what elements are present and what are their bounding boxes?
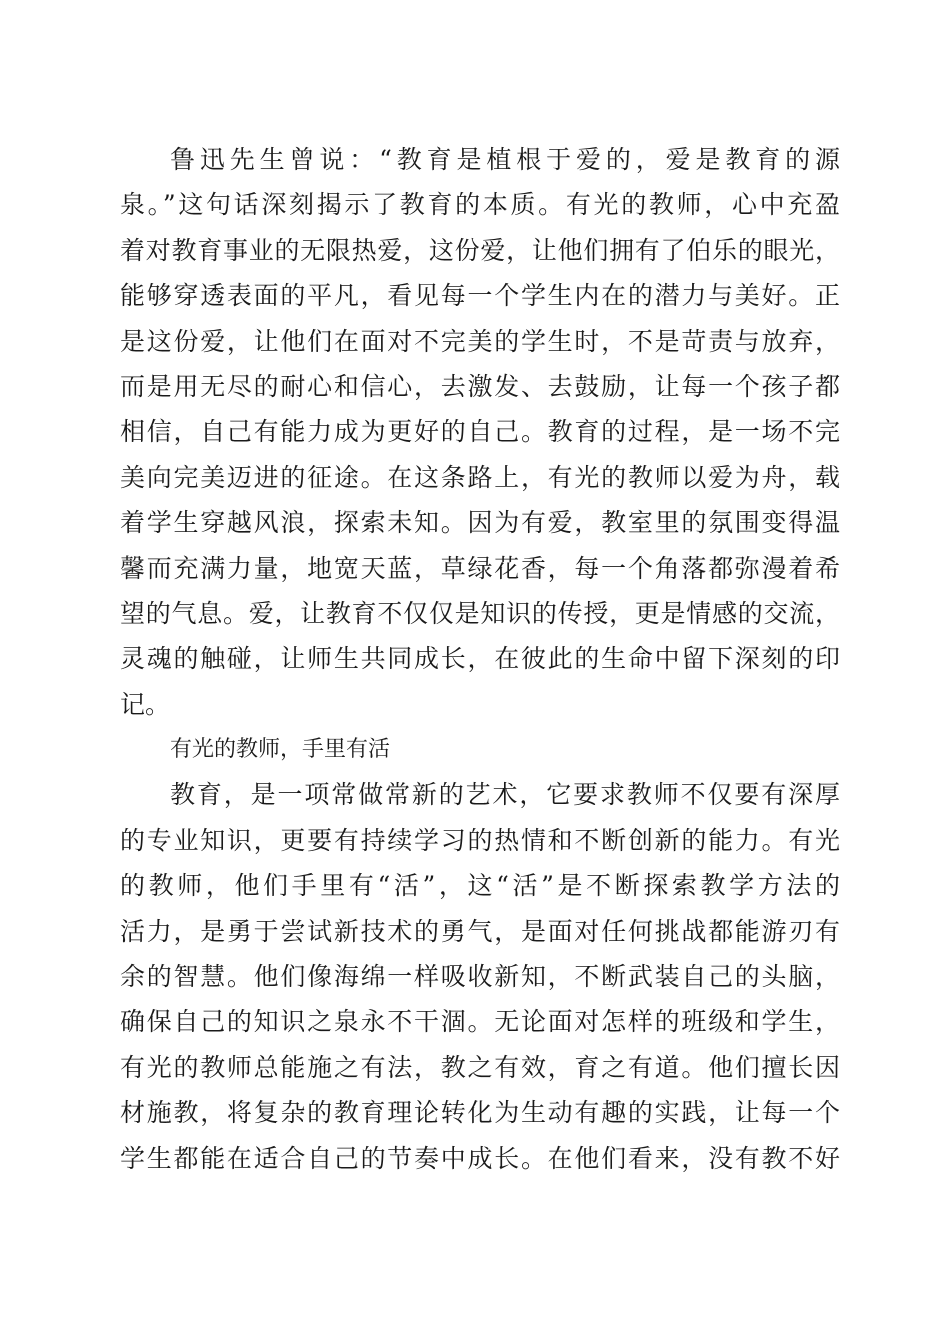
section-heading-text: 有光的教师，手里有活	[170, 737, 391, 763]
paragraph-line: 着学生穿越风浪，探索未知。因为有爱，教室里的氛围变得温	[120, 508, 840, 538]
paragraph-line: 余的智慧。他们像海绵一样吸收新知，不断武装自己的头脑，	[120, 962, 840, 992]
paragraph-line: 确保自己的知识之泉永不干涸。无论面对怎样的班级和学生，	[120, 1007, 840, 1037]
paragraph-line: 教育，是一项常做常新的艺术，它要求教师不仅要有深厚	[170, 780, 840, 810]
paragraph-line: 而是用无尽的耐心和信心，去激发、去鼓励，让每一个孩子都	[120, 371, 840, 401]
paragraph-line: 相信，自己有能力成为更好的自己。教育的过程，是一场不完	[120, 417, 840, 447]
section-heading	[120, 727, 840, 772]
paragraph-1	[120, 137, 840, 727]
paragraph-2	[120, 772, 840, 1181]
paragraph-line: 泉。”这句话深刻揭示了教育的本质。有光的教师，心中充盈	[120, 190, 840, 220]
paragraph-line: 的教师，他们手里有“活”，这“活”是不断探索教学方法的	[120, 871, 840, 901]
paragraph-line: 鲁迅先生曾说：“教育是植根于爱的，爱是教育的源	[170, 145, 840, 174]
paragraph-line: 能够穿透表面的平凡，看见每一个学生内在的潜力与美好。正	[120, 281, 840, 311]
paragraph-line: 学生都能在适合自己的节奏中成长。在他们看来，没有教不好	[120, 1143, 840, 1173]
document-body	[120, 137, 840, 1181]
paragraph-line: 馨而充满力量，地宽天蓝，草绿花香，每一个角落都弥漫着希	[120, 553, 840, 583]
paragraph-line: 着对教育事业的无限热爱，这份爱，让他们拥有了伯乐的眼光，	[120, 235, 840, 265]
paragraph-line: 望的气息。爱，让教育不仅仅是知识的传授，更是情感的交流，	[120, 598, 840, 628]
paragraph-line: 有光的教师总能施之有法，教之有效，育之有道。他们擅长因	[120, 1052, 840, 1082]
paragraph-line: 灵魂的触碰，让师生共同成长，在彼此的生命中留下深刻的印	[120, 644, 840, 674]
paragraph-line: 的专业知识，更要有持续学习的热情和不断创新的能力。有光	[120, 825, 840, 855]
paragraph-line: 美向完美迈进的征途。在这条路上，有光的教师以爱为舟，载	[120, 462, 840, 492]
paragraph-line: 记。	[120, 689, 171, 719]
paragraph-line: 材施教，将复杂的教育理论转化为生动有趣的实践，让每一个	[120, 1098, 840, 1128]
paragraph-line: 是这份爱，让他们在面对不完美的学生时，不是苛责与放弃，	[120, 326, 840, 356]
paragraph-line: 活力，是勇于尝试新技术的勇气，是面对任何挑战都能游刃有	[120, 916, 840, 946]
